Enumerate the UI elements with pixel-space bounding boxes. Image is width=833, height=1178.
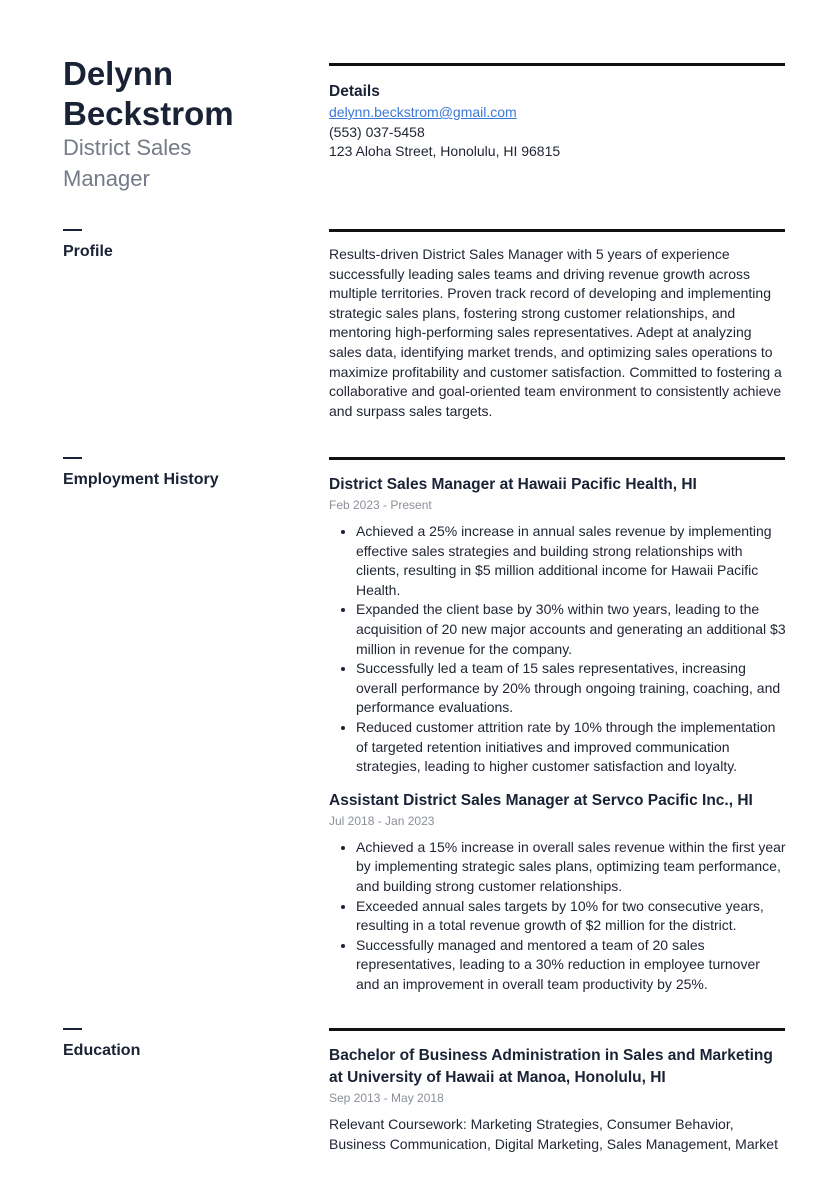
achievement-item: • Reduced customer attrition rate by 10% through the implementation of targeted retention initiatives and improved communication strategies, leading to higher customer satisfaction and loyalty. [356, 718, 787, 777]
details-divider [329, 63, 785, 66]
degree-title: Bachelor of Business Administration in Sales and Marketing at University of Hawaii at Manoa, Honolulu, HI [329, 1047, 773, 1086]
job-dates: Jul 2018 - Jan 2023 [329, 813, 435, 828]
profile-section [329, 245, 787, 421]
candidate-name: Delynn Beckstrom [63, 55, 234, 132]
job-entry [329, 790, 787, 995]
achievement-item: • Achieved a 25% increase in annual sales revenue by implementing effective sales strategies and building strong relationships with clients, resulting in $5 million additional income for Hawaii Pacific Health. [356, 522, 787, 600]
achievement-item: • Exceeded annual sales targets by 10% for two consecutive years, resulting in a total revenue growth of $2 million for the district. [356, 897, 787, 936]
coursework: Relevant Coursework: Marketing Strategies, Consumer Behavior, Business Communication, Digital Marketing, Sales Management, Market [329, 1116, 778, 1152]
email-link[interactable]: delynn.beckstrom@gmail.com [329, 104, 517, 120]
profile-label: Profile [63, 243, 113, 260]
job-achievements [329, 522, 787, 777]
achievement-item: • Expanded the client base by 30% within two years, leading to the acquisition of 20 new major accounts and generating an additional $3 million in revenue for the company. [356, 600, 787, 659]
achievement-item: • Successfully managed and mentored a team of 20 sales representatives, leading to a 30% reduction in employee turnover and an improvement in overall team productivity by 25%. [356, 936, 787, 995]
profile-dash [63, 229, 82, 231]
employment-section [329, 474, 787, 994]
profile-text: Results-driven District Sales Manager with 5 years of experience successfully leading sales teams and driving revenue growth across multiple territories. Proven track record of developing and implementing strategic sales plans, fostering strong customer relationships, and mentoring high-performing sales representatives. Adept at analyzing sales data, identifying market trends, and optimizing sales operations to maximize profitability and customer satisfaction. Committed to fostering a collaborative and goal-oriented team environment to consistently achieve and surpass sales targets. [329, 246, 782, 419]
job-achievements [329, 838, 787, 995]
achievement-item: • Achieved a 15% increase in overall sales revenue within the first year by implementing strategic sales plans, optimizing team performance, and building strong customer relationships. [356, 838, 787, 897]
education-section [329, 1045, 787, 1157]
details-heading: Details [329, 83, 380, 100]
job-title: Assistant District Sales Manager at Servco Pacific Inc., HI [329, 791, 753, 809]
job-entry [329, 474, 787, 777]
job-title: District Sales Manager at Hawaii Pacific Health, HI [329, 476, 697, 493]
job-dates: Feb 2023 - Present [329, 498, 432, 512]
employment-divider [329, 457, 785, 460]
details-section [329, 81, 787, 162]
profile-divider [329, 229, 785, 232]
candidate-title: District Sales Manager [63, 135, 192, 191]
education-dash [63, 1028, 82, 1030]
achievement-item: • Successfully led a team of 15 sales representatives, increasing overall performance by 20% through ongoing training, coaching, and performance evaluations. [356, 659, 787, 718]
education-divider [329, 1028, 785, 1031]
address: 123 Aloha Street, Honolulu, HI 96815 [329, 143, 561, 160]
education-dates: Sep 2013 - May 2018 [329, 1091, 444, 1105]
employment-dash [63, 457, 82, 459]
education-label: Education [63, 1042, 141, 1059]
phone-number: (553) 037-5458 [329, 123, 425, 140]
employment-label: Employment History [63, 471, 219, 488]
